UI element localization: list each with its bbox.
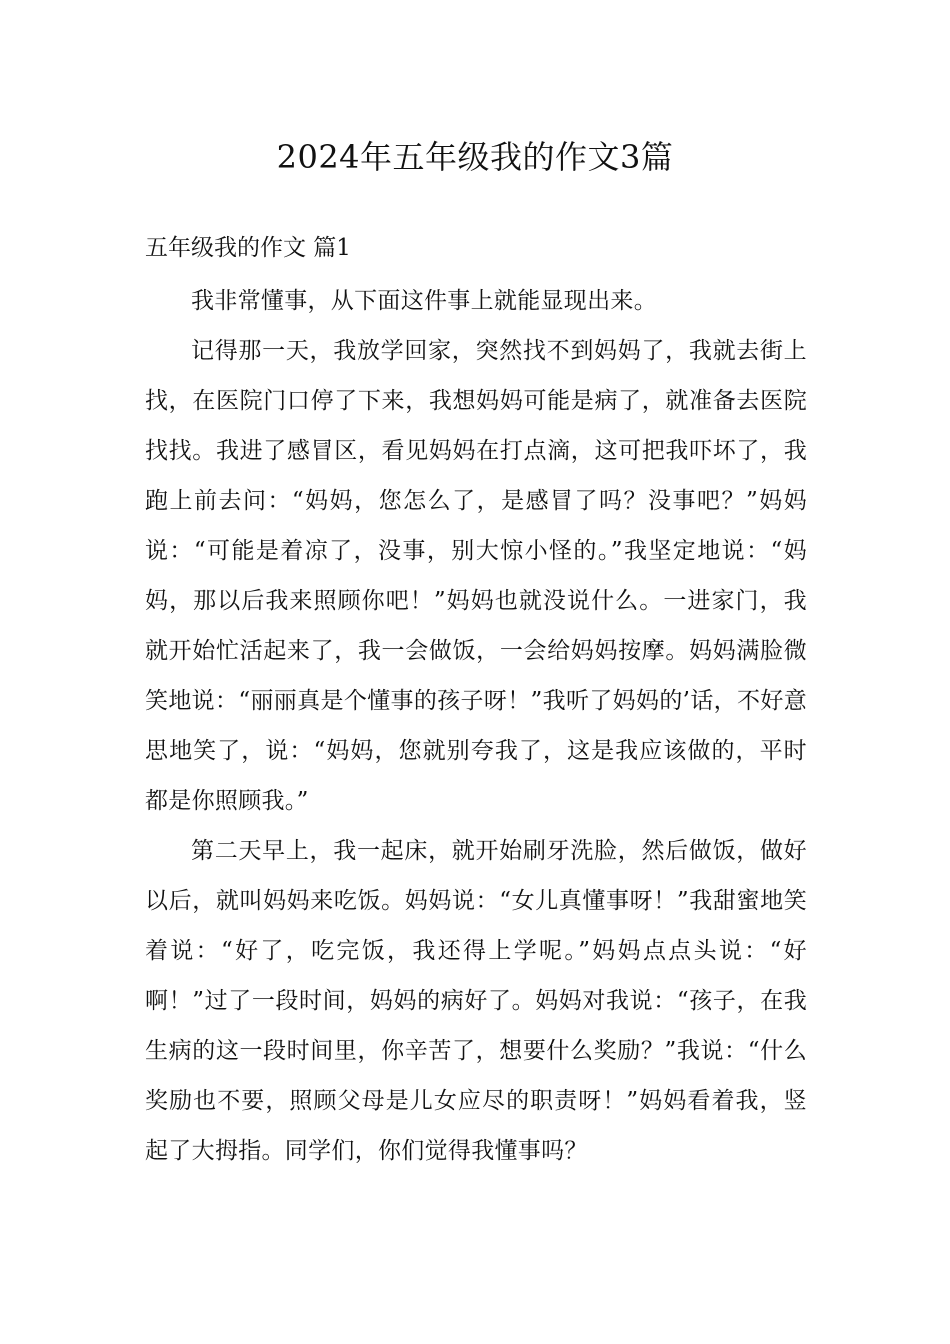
section-heading: 五年级我的作文 篇1: [145, 235, 351, 261]
document-title: 2024年五年级我的作文3篇: [276, 138, 674, 176]
paragraph-1: 我非常懂事，从下面这件事上就能显现出来。: [191, 288, 657, 314]
paragraph-3: 第二天早上，我一起床，就开始刷牙洗脸，然后做饭，做好以后，就叫妈妈来吃饭。妈妈说：“女儿真懂事呀！”我甜蜜地笑着说：“好了，吃完饭，我还得上学呢。”妈妈点点头说：“好啊！”过了一段时间，妈妈的病好了。妈妈对我说：“孩子，在我生病的这一段时间里，你辛苦了，想要什么奖励？”我说：“什么奖励也不要，照顾父母是儿女应尽的职责呀！”妈妈看着我，竖起了大拇指。同学们，你们觉得我懂事吗？: [145, 838, 807, 1164]
document-body: [145, 276, 807, 1176]
paragraph-2: 记得那一天，我放学回家，突然找不到妈妈了，我就去街上找，在医院门口停了下来，我想妈妈可能是病了，就准备去医院找找。我进了感冒区，看见妈妈在打点滴，这可把我吓坏了，我跑上前去问：“妈妈，您怎么了，是感冒了吗？没事吧？”妈妈说：“可能是着凉了，没事，别大惊小怪的。”我坚定地说：“妈妈，那以后我来照顾你吧！”妈妈也就没说什么。一进家门，我就开始忙活起来了，我一会做饭，一会给妈妈按摩。妈妈满脸微笑地说：“丽丽真是个懂事的孩子呀！”我听了妈妈的’话，不好意思地笑了，说：“妈妈，您就别夸我了，这是我应该做的，平时都是你照顾我。”: [145, 338, 807, 814]
